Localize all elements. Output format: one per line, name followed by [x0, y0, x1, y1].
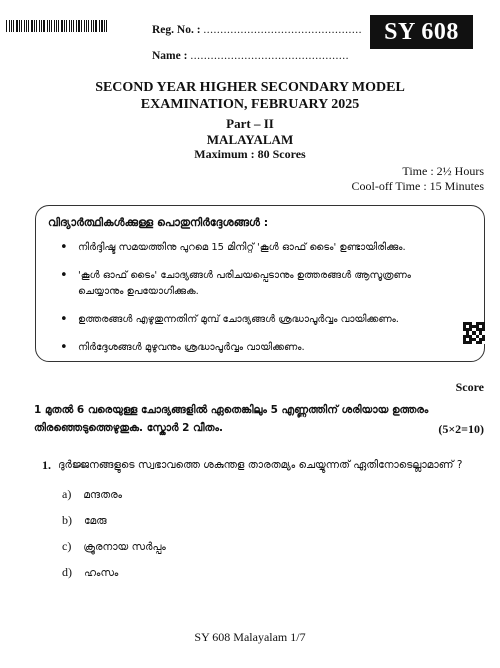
option-c	[62, 537, 166, 555]
qr-code-icon	[463, 322, 485, 344]
option-d	[62, 563, 118, 581]
name-field	[152, 50, 349, 62]
exam-title-line1: SECOND YEAR HIGHER SECONDARY MODEL	[95, 80, 405, 95]
section-instruction-line1: 1 മുതൽ 6 വരെയുള്ള ചോദ്യങ്ങളിൽ ഏതെങ്കിലും 5 എണ്ണത്തിന് ശരിയായ ഉത്തരം	[34, 404, 429, 416]
section-instruction-line2: തിരഞ്ഞെടുത്തെഴുതുക. സ്കോർ 2 വീതം.	[34, 422, 223, 434]
score-column-label: Score	[455, 380, 484, 394]
instruction-item: • ഉത്തരങ്ങൾ എഴുതുന്നതിന് മുമ്പ് ചോദ്യങ്ങൾ ശ്രദ്ധാപൂർവ്വം വായിക്കണം.	[60, 312, 440, 328]
instruction-item: • 'കൂൾ ഓഫ് ടൈം' ചോദ്യങ്ങൾ പരിചയപ്പെടാനും ഉത്തരങ്ങൾ ആസൂത്രണം ചെയ്യാനും ഉപയോഗിക്കുക.	[60, 268, 440, 300]
section-marks: (5×2=10)	[438, 422, 484, 436]
option-a	[62, 485, 122, 503]
instruction-item: • നിർദ്ദിഷ്ട സമയത്തിനു പുറമെ 15 മിനിറ്റ് 'കൂൾ ഓഫ് ടൈം' ഉണ്ടായിരിക്കും.	[60, 240, 440, 256]
page-footer: SY 608 Malayalam 1/7	[194, 630, 306, 644]
option-text: ക്രൂരനായ സർപ്പം	[83, 541, 166, 553]
option-text: മേരു	[84, 515, 107, 527]
maximum-score: Maximum : 80 Scores	[194, 147, 306, 161]
name-blank: ...............................................	[190, 50, 349, 62]
exam-subject: MALAYALAM	[206, 132, 294, 147]
reg-no-label: Reg. No. :	[152, 24, 201, 36]
reg-no-blank: ...............................................	[203, 24, 363, 36]
option-text: മന്ദതരം	[83, 489, 123, 501]
barcode	[6, 20, 108, 32]
option-label: d)	[62, 565, 72, 579]
reg-no-field	[152, 24, 362, 36]
instructions-heading: വിദ്യാർത്ഥികൾക്കുള്ള പൊതുനിർദ്ദേശങ്ങൾ :	[48, 216, 269, 229]
option-label: c)	[62, 539, 72, 553]
exam-title-line2: EXAMINATION, FEBRUARY 2025	[140, 97, 360, 112]
exam-part: Part – II	[226, 116, 274, 131]
exam-time: Time : 2½ Hours	[402, 164, 484, 178]
name-label: Name :	[152, 50, 188, 62]
option-b	[62, 511, 107, 529]
instruction-item: • നിർദ്ദേശങ്ങൾ മുഴുവനും ശ്രദ്ധാപൂർവ്വം വായിക്കണം.	[60, 340, 440, 356]
question-text: ദുർജ്ജനങ്ങളുടെ സ്വഭാവത്തെ ശകുന്തള താരതമ്യം ചെയ്യുന്നത് ഏതിനോടെല്ലാമാണ് ?	[58, 459, 463, 471]
question-number: 1.	[42, 458, 51, 472]
option-label: b)	[62, 513, 72, 527]
option-text: ഹംസം	[84, 567, 119, 579]
cool-off-time: Cool-off Time : 15 Minutes	[351, 179, 484, 193]
option-label: a)	[62, 487, 72, 501]
paper-code-badge: SY 608	[370, 15, 473, 49]
instructions-list	[60, 240, 440, 368]
